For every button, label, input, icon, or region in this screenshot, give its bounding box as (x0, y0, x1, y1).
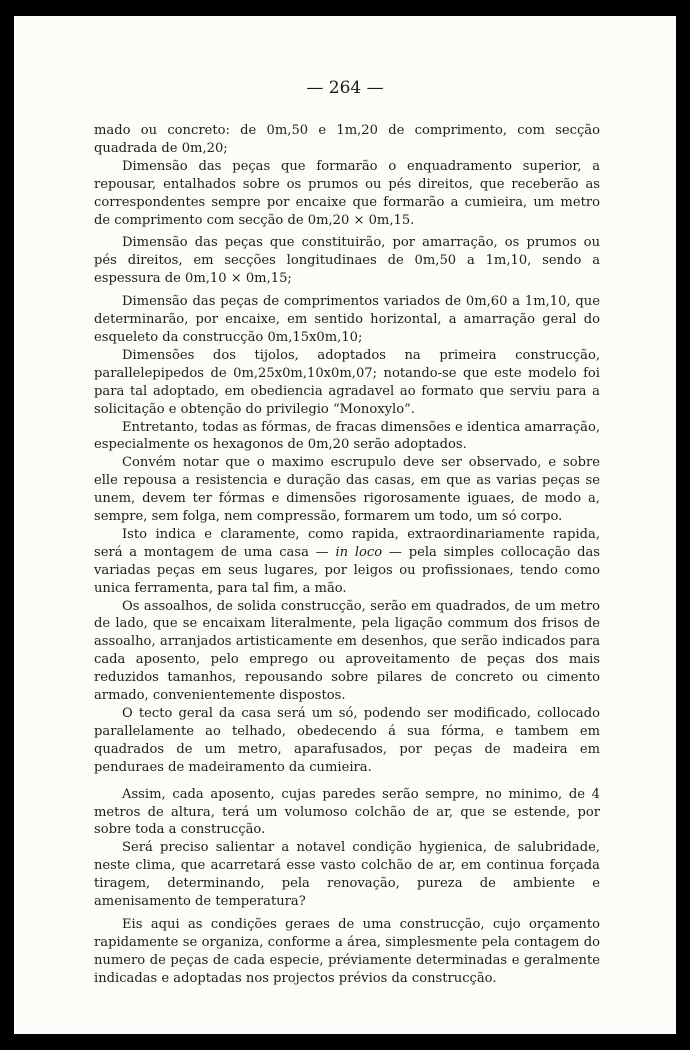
paragraph-1: mado ou concreto: de 0m,50 e 1m,20 de comprimento, com secção quadrada de 0m,20; (94, 123, 600, 156)
paragraph-13: Eis aqui as condições geraes de uma construcção, cujo orçamento rapidamente se organiza, conforme a área, simplesmente pela contagem do numero de peças de cada especie, préviamente determinadas e geralmente indicadas e adoptadas nos projectos prévios da construcção. (94, 916, 600, 986)
paragraph-12: Será preciso salientar a notavel condição hygienica, de salubridade, neste clima, que acarretará esse vasto colchão de ar, em continua forçada tiragem, determinando, pela renovação, pureza de ambiente e amenisamento de temperatura? (94, 840, 600, 910)
paragraph-2: Dimensão das peças que formarão o enquadramento superior, a repousar, entalhados sobre os prumos ou pés direitos, que receberão as correspondentes sempre por encaixe que formarão a cumieira, um metro de comprimento com secção de 0m,20 × 0m,15. (94, 158, 600, 228)
paragraph-8 (94, 526, 600, 598)
paragraph-8-tail: — pela simples collocação das variadas peças em seus lugares, por leigos ou profissionaes, tendo como unica ferramenta, para tal fim, a mão. (94, 544, 600, 596)
paragraph-10: O tecto geral da casa será um só, podendo ser modificado, collocado parallelamente ao telhado, obedecendo á sua fórma, e tambem em quadrados de um metro, aparafusados, por peças de madeira em pendurаes de madeiramento da cumieira. (94, 706, 600, 775)
paragraph-6: Entretanto, todas as fórmas, de fracas dimensões e identica amarração, especialmente os hexagonos de 0m,20 serão adoptados. (94, 419, 600, 453)
paragraph-11: Assim, cada aposento, cujas paredes serão sempre, no minimo, de 4 metros de altura, terá um volumoso colchão de ar, que se estende, por sobre toda a construcção. (94, 786, 600, 838)
paragraph-3: Dimensão das peças que constituirão, por amarração, os prumos ou pés direitos, em secções longitudinaes de 0m,50 a 1m,10, sendo a espessura de 0m,10 × 0m,15; (94, 235, 600, 287)
paragraph-4: Dimensão das peças de comprimentos variados de 0m,60 a 1m,10, que determinarão, por encaixe, em sentido horizontal, a amarração geral do esqueleto da construcção 0m,15x0m,10; (94, 294, 600, 345)
paragraph-7: Convém notar que o maximo escrupulo deve ser observado, e sobre elle repousa a resistencia e duração das casas, em que as varias peças se unem, devem ter fórmas e dimensões rigorosamente iguaes, de modo a, sempre, sem folga, nem compressão, formarem um todo, um só corpo. (94, 455, 600, 525)
in-loco-italic: in loco (335, 544, 383, 560)
document-page (14, 16, 676, 1034)
paragraph-9: Os assoalhos, de solida construcção, serão em quadrados, de um metro de lado, que se encaixam literalmente, pela ligação commum dos frisos de assoalho, arranjados artisticamente em desenhos, que serão indicados para cada aposento, pelo emprego ou aproveitamento de peças dos mais reduzidos tamanhos, repousando sobre pilares de concreto ou cimento armado, convenientemente dispostos. (94, 598, 600, 704)
page-number: — 264 — (306, 78, 384, 98)
body-text (94, 122, 600, 988)
paragraph-8-lead: Isto indica e claramente, como rapida, extraordinariamente rapida, será a montagem de uma casa — (94, 526, 600, 560)
paragraph-5: Dimensões dos tijolos, adoptados na primeira construcção, parallelepipedos de 0m,25x0m,10x0m,07; notando-se que este modelo foi para tal adoptado, em obediencia agradavel ao formato que serviu para a solicitação e obtenção do privilegio “Monoxylo”. (94, 347, 600, 417)
